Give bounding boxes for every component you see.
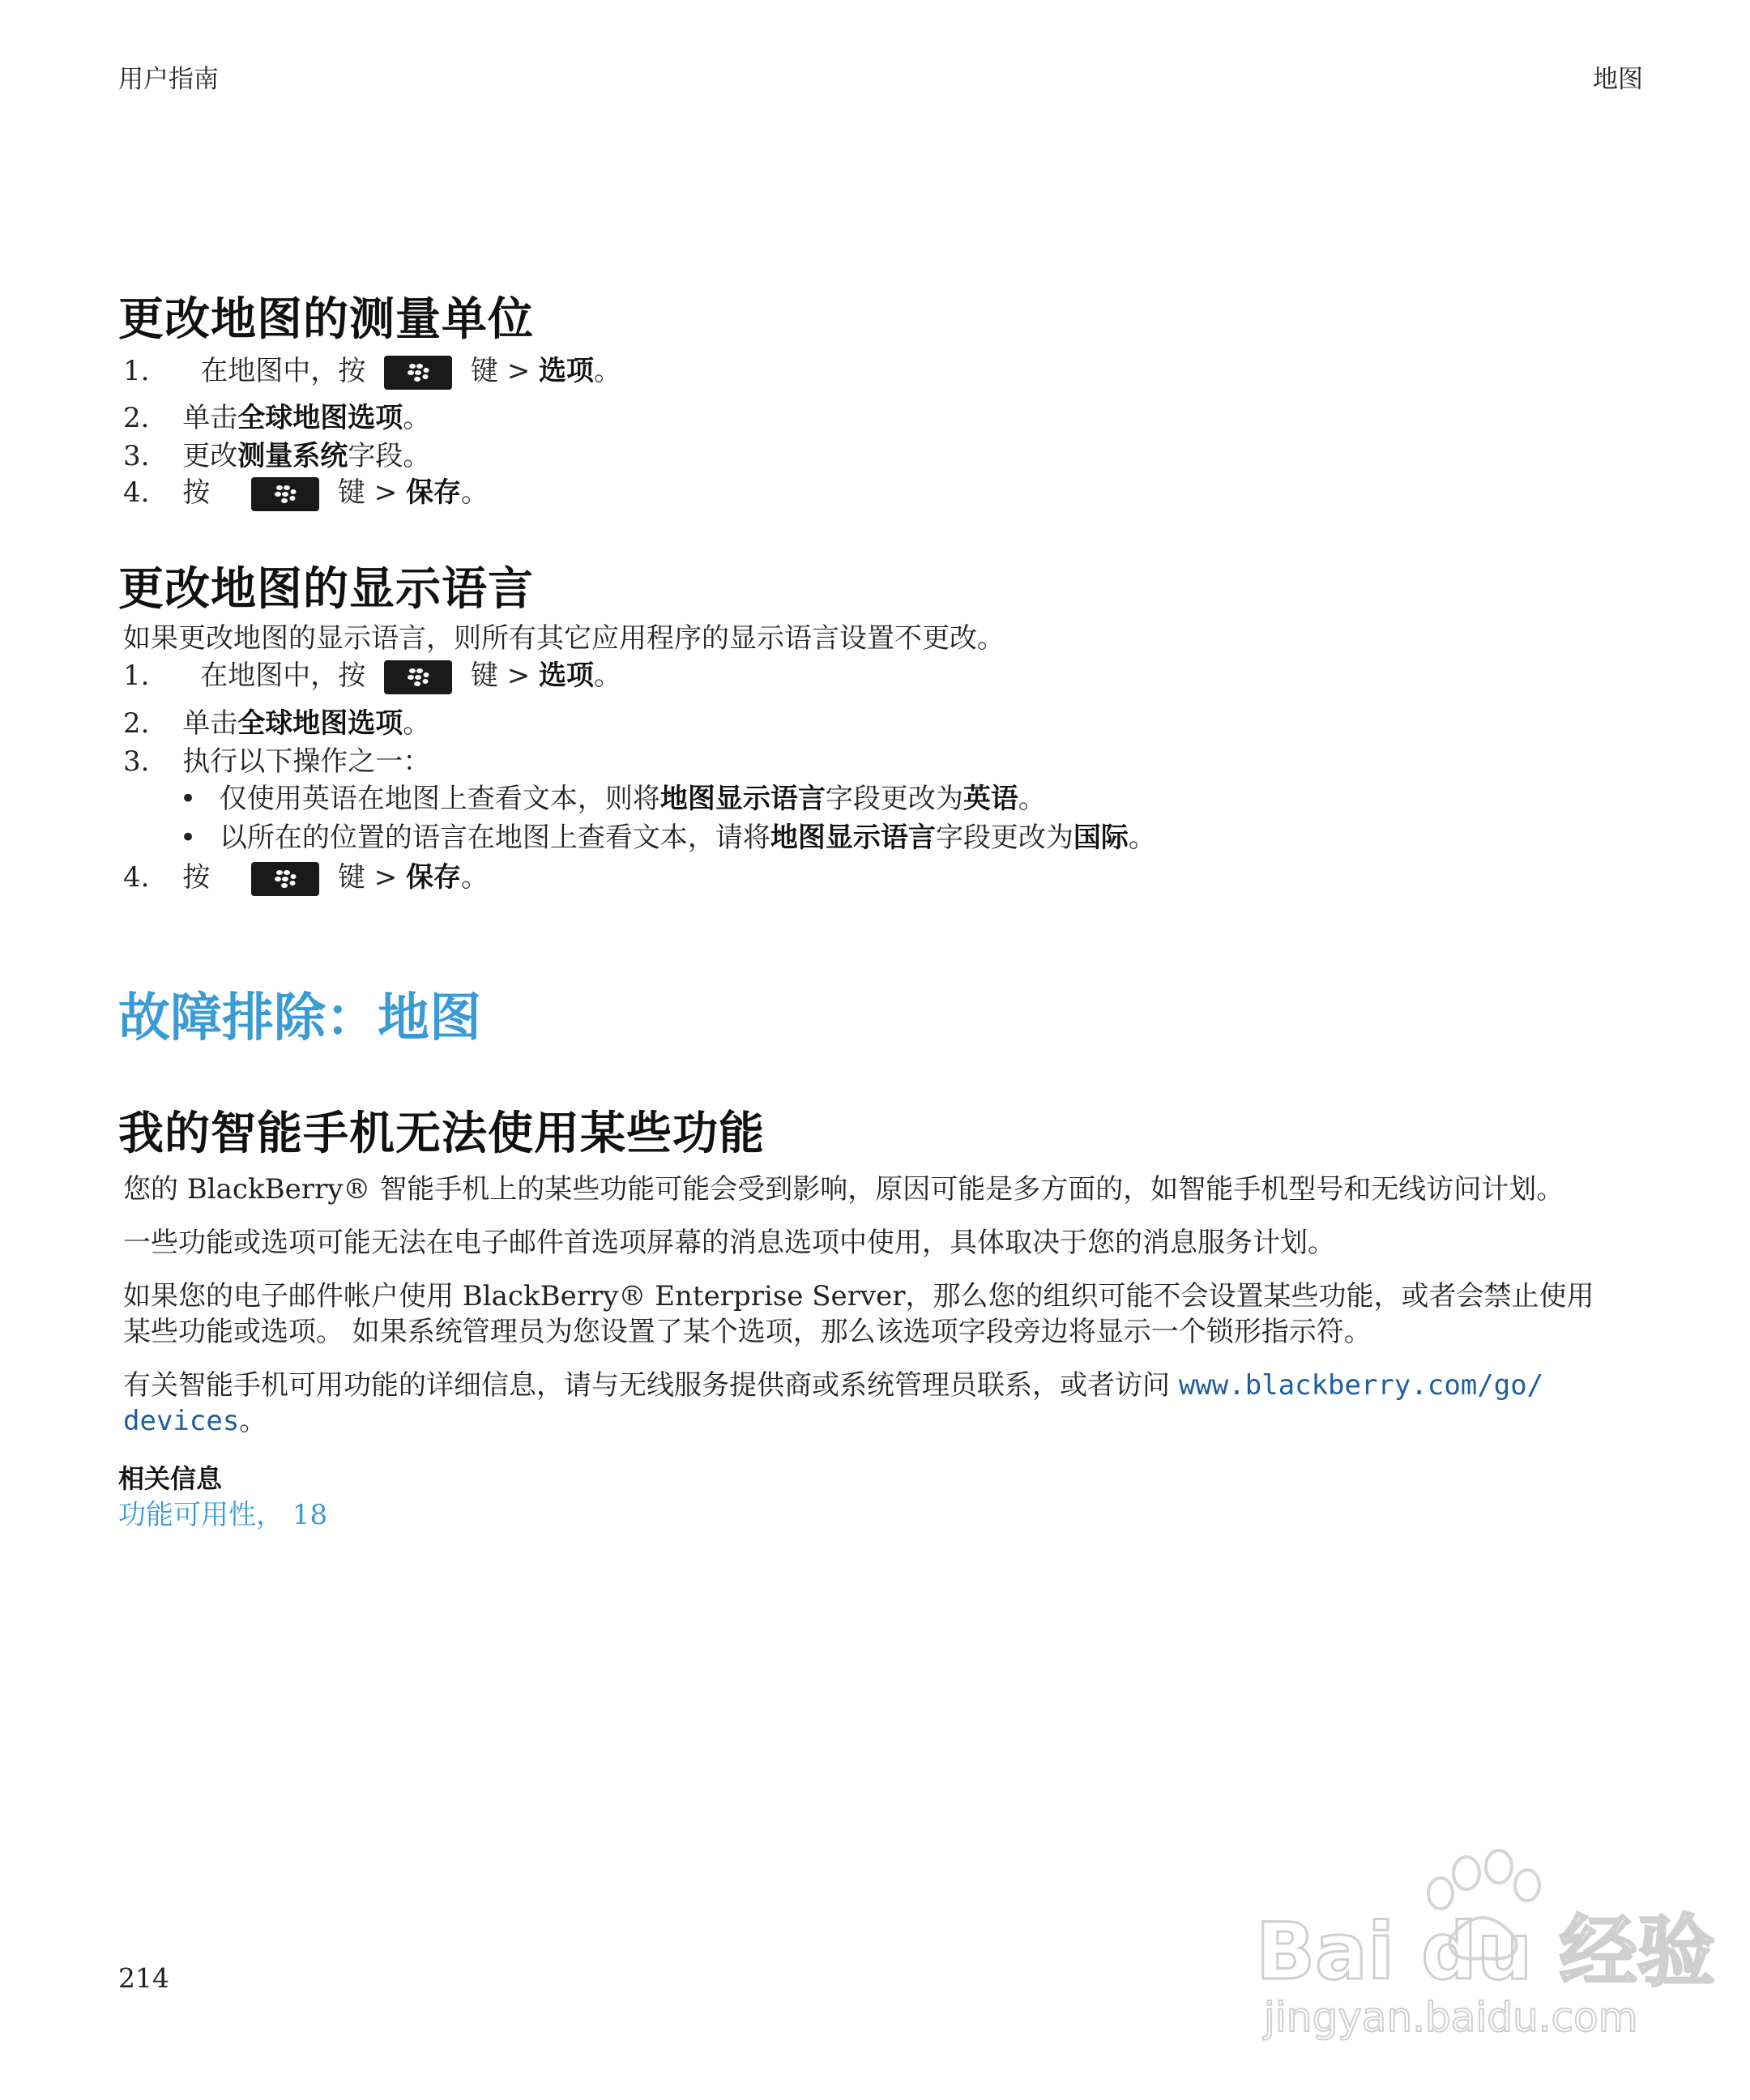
step-text: 在地图中，按 <box>200 355 366 387</box>
key-arrow-text: 键 > <box>337 476 398 509</box>
step-3 <box>123 739 430 779</box>
step-text: 更改 <box>182 440 238 472</box>
value-label: 国际 <box>1073 822 1129 854</box>
punctuation: 。 <box>461 861 489 894</box>
bullet-text: 字段更改为 <box>935 822 1073 854</box>
punctuation: 。 <box>594 659 621 692</box>
field-label: 测量系统 <box>237 440 348 472</box>
paragraph-line: 某些功能或选项。 如果系统管理员为您设置了某个选项，那么该选项字段旁边将显示一个锁形指示符。 <box>123 1316 1372 1348</box>
blackberry-menu-key-icon <box>251 477 319 511</box>
punctuation: 。 <box>461 476 489 509</box>
running-header-left: 用户指南 <box>118 65 219 94</box>
related-info-label: 相关信息 <box>118 1463 223 1494</box>
step-text: 执行以下操作之一： <box>182 745 431 778</box>
step-text: 按 <box>182 861 211 894</box>
punctuation: 。 <box>403 402 431 434</box>
bullet-icon: • <box>180 783 197 815</box>
section-title-measurement-units: 更改地图的测量单位 <box>118 293 534 346</box>
step-text: 按 <box>182 476 211 509</box>
step-text-suffix: 字段。 <box>348 440 431 472</box>
bullet-text: 仅使用英语在地图上查看文本，则将 <box>219 783 660 815</box>
option-label: 全球地图选项 <box>237 402 403 434</box>
value-label: 英语 <box>962 783 1018 815</box>
paragraph <box>123 1278 1646 1350</box>
blackberry-devices-link[interactable]: www.blackberry.com/go/ <box>1178 1369 1544 1402</box>
step-text: 在地图中，按 <box>200 659 366 692</box>
baidu-jingyan-watermark <box>1248 1849 1715 2043</box>
step-number: 1. <box>123 659 150 692</box>
step-4 <box>123 470 489 511</box>
key-arrow-text: 键 > <box>337 861 398 894</box>
step-3 <box>123 433 430 473</box>
menu-option-label: 保存 <box>406 476 461 509</box>
section-title-features-unavailable: 我的智能手机无法使用某些功能 <box>118 1108 765 1160</box>
key-arrow-text: 键 > <box>470 659 531 692</box>
bullet-icon: • <box>180 822 197 854</box>
punctuation: 。 <box>594 355 621 387</box>
step-1 <box>123 348 621 390</box>
step-number: 2. <box>123 707 150 740</box>
step-2 <box>123 395 430 435</box>
blackberry-devices-link-continued[interactable]: devices <box>123 1405 240 1437</box>
key-arrow-text: 键 > <box>470 355 531 387</box>
paragraph-text: 有关智能手机可用功能的详细信息，请与无线服务提供商或系统管理员联系，或者访问 <box>123 1369 1179 1402</box>
paragraph: 一些功能或选项可能无法在电子邮件首选项屏幕的消息选项中使用，具体取决于您的消息服务计划。 <box>123 1227 1335 1259</box>
watermark-url: jingyan.baidu.com <box>1264 1994 1638 2041</box>
paragraph: 您的 BlackBerry® 智能手机上的某些功能可能会受到影响，原因可能是多方面的，如智能手机型号和无线访问计划。 <box>123 1173 1564 1206</box>
menu-option-label: 选项 <box>539 659 594 692</box>
step-number: 3. <box>123 745 150 778</box>
field-label: 地图显示语言 <box>659 783 826 815</box>
punctuation: 。 <box>1018 783 1046 815</box>
bullet-item <box>180 815 1156 855</box>
step-text: 单击 <box>182 402 238 434</box>
step-1 <box>123 653 621 694</box>
chapter-title-troubleshooting: 故障排除：地图 <box>118 988 481 1048</box>
section-intro: 如果更改地图的显示语言，则所有其它应用程序的显示语言设置不更改。 <box>123 622 1005 655</box>
step-text: 单击 <box>182 707 238 740</box>
option-label: 全球地图选项 <box>237 707 403 740</box>
bullet-text: 字段更改为 <box>825 783 963 815</box>
section-title-display-language: 更改地图的显示语言 <box>118 563 534 616</box>
step-number: 4. <box>123 476 150 509</box>
step-4 <box>123 855 489 896</box>
page-number: 214 <box>118 1962 169 1994</box>
step-number: 3. <box>123 440 150 472</box>
field-label: 地图显示语言 <box>770 822 936 854</box>
menu-option-label: 选项 <box>539 355 594 387</box>
paragraph <box>123 1368 1646 1439</box>
bullet-text: 以所在的位置的语言在地图上查看文本，请将 <box>219 822 770 854</box>
blackberry-menu-key-icon <box>251 862 319 896</box>
punctuation: 。 <box>1128 822 1156 854</box>
blackberry-menu-key-icon <box>384 356 452 390</box>
step-number: 4. <box>123 861 150 894</box>
related-info-link[interactable]: 功能可用性， 18 <box>118 1499 328 1531</box>
step-number: 2. <box>123 402 150 434</box>
step-2 <box>123 701 430 741</box>
running-header-right: 地图 <box>1593 65 1643 94</box>
paragraph-line: 如果您的电子邮件帐户使用 BlackBerry® Enterprise Server，那么您的组织可能不会设置某些功能，或者会禁止使用 <box>123 1280 1594 1312</box>
menu-option-label: 保存 <box>406 861 461 894</box>
blackberry-menu-key-icon <box>384 660 452 694</box>
watermark-brand: Bai du 经验 <box>1256 1906 1715 1997</box>
punctuation: 。 <box>239 1405 267 1437</box>
step-number: 1. <box>123 355 150 387</box>
punctuation: 。 <box>403 707 431 740</box>
bullet-item <box>180 776 1046 816</box>
